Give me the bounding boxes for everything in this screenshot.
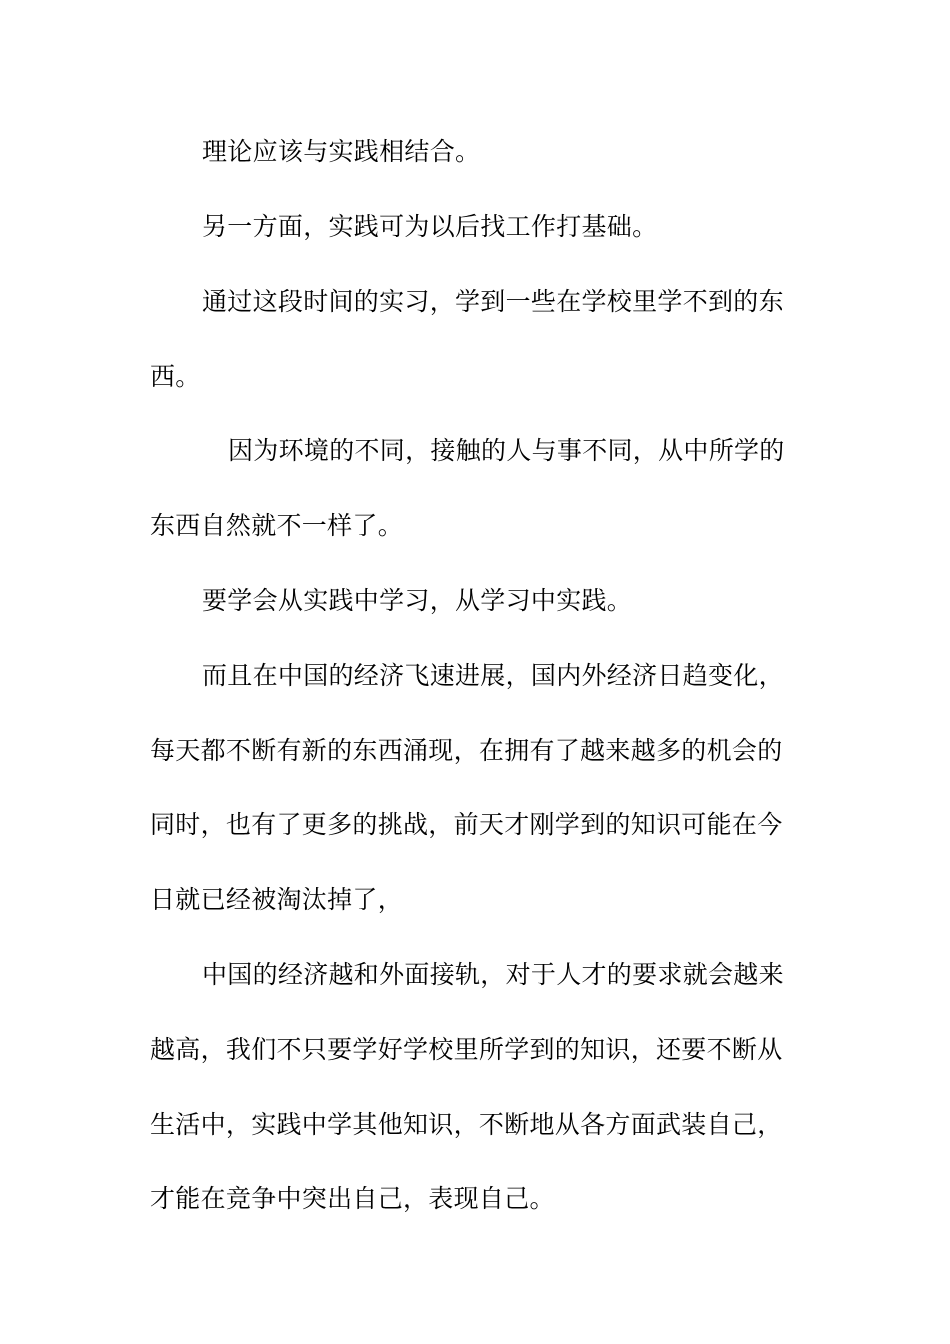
paragraph-line: 越高，我们不只要学好学校里所学到的知识，还要不断从: [150, 1035, 783, 1064]
paragraph-line: 因为环境的不同，接触的人与事不同，从中所学的: [228, 436, 785, 465]
paragraph-line: 生活中，实践中学其他知识，不断地从各方面武装自己，: [150, 1110, 783, 1139]
paragraph-line: 才能在竞争中突出自己，表现自己。: [150, 1184, 555, 1213]
paragraph-line: 日就已经被淘汰掉了，: [150, 885, 404, 914]
paragraph-line: 另一方面，实践可为以后找工作打基础。: [202, 212, 658, 241]
paragraph-line: 通过这段时间的实习，学到一些在学校里学不到的东: [202, 287, 784, 316]
paragraph-line: 中国的经济越和外面接轨，对于人才的要求就会越来: [202, 960, 784, 989]
paragraph-line: 西。: [150, 362, 201, 391]
paragraph-line: 理论应该与实践相结合。: [202, 137, 481, 166]
paragraph-line: 每天都不断有新的东西涌现，在拥有了越来越多的机会的: [150, 736, 783, 765]
paragraph-line: 东西自然就不一样了。: [150, 511, 404, 540]
paragraph-line: 同时，也有了更多的挑战，前天才刚学到的知识可能在今: [150, 810, 783, 839]
paragraph-line: 要学会从实践中学习，从学习中实践。: [202, 586, 633, 615]
paragraph-line: 而且在中国的经济飞速进展，国内外经济日趋变化，: [202, 661, 784, 690]
